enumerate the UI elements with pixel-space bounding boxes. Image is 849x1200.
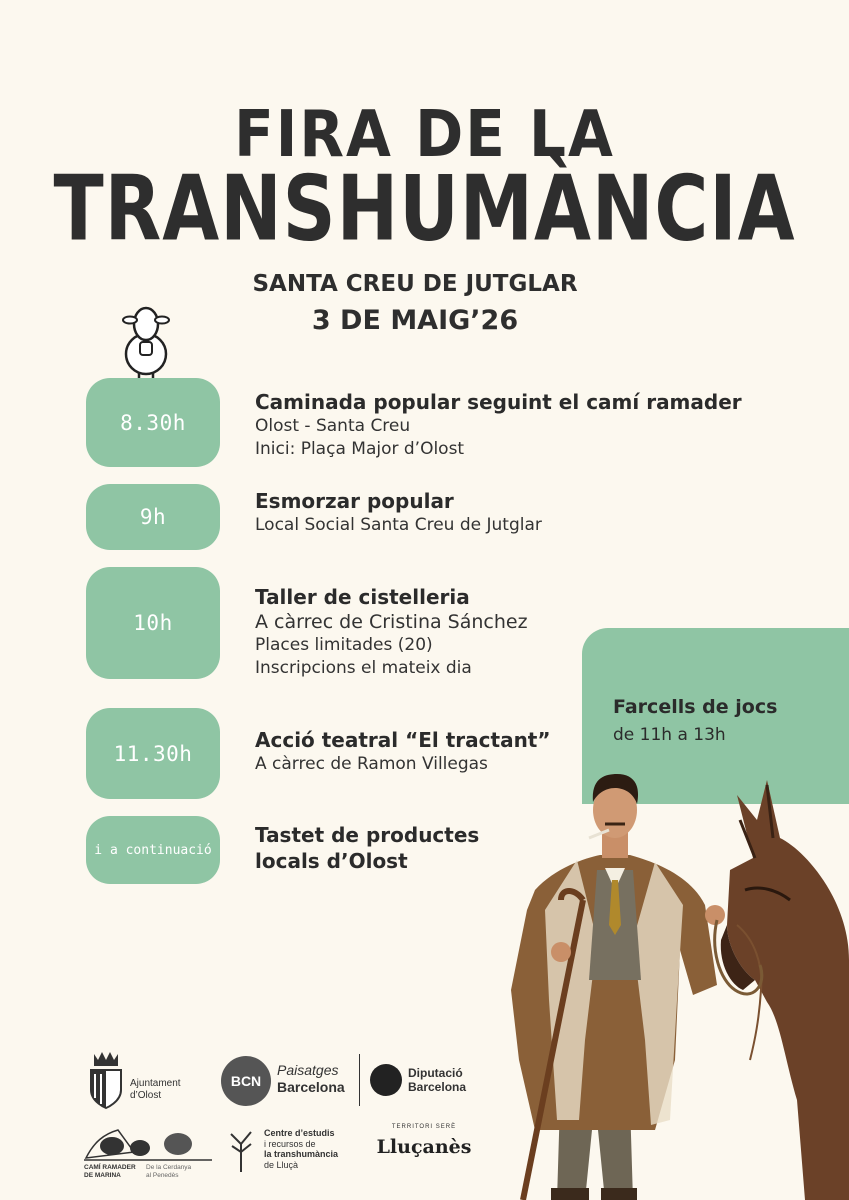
diputacio-line-2: Barcelona <box>408 1080 467 1094</box>
centre-line-1: Centre d’estudis <box>264 1128 335 1138</box>
coat-of-arms-icon <box>86 1050 126 1110</box>
ajuntament-logo <box>86 1050 186 1110</box>
event-4-line-1: A càrrec de Ramon Villegas <box>255 754 488 774</box>
tree-figure-icon <box>226 1128 256 1172</box>
ajuntament-line-1: Ajuntament <box>130 1078 181 1089</box>
event-3-line-2: Places limitades (20) <box>255 635 433 655</box>
event-5-line-1: locals d’Olost <box>255 849 408 873</box>
cami-ramader-logo <box>84 1122 212 1184</box>
event-3-line-3: Inscripcions el mateix dia <box>255 658 472 678</box>
ajuntament-line-2: d’Olost <box>130 1090 162 1101</box>
event-1-title: Caminada popular seguint el camí ramader <box>255 390 742 414</box>
logo-divider <box>359 1054 360 1106</box>
title-line-1: FIRA DE LA <box>234 96 615 172</box>
llucanes-logo <box>372 1124 476 1174</box>
diputacio-logo <box>370 1064 480 1098</box>
llucanes-wordmark: Lluçanès <box>376 1136 472 1158</box>
paisatges-line-2: Barcelona <box>277 1079 345 1095</box>
centre-line-2: i recursos de <box>264 1138 316 1149</box>
bcn-badge: BCN <box>221 1056 271 1106</box>
event-2-line-1: Local Social Santa Creu de Jutglar <box>255 515 542 535</box>
games-title: Farcells de jocs <box>613 696 778 718</box>
cami-line-2: DE MARINA <box>84 1172 121 1179</box>
paisatges-line-1: Paisatges <box>277 1062 339 1078</box>
sheep-herd-icon <box>84 1122 212 1162</box>
event-4-title: Acció teatral “El tractant” <box>255 728 551 752</box>
cami-sub-1: De la Cerdanya <box>146 1164 192 1171</box>
shepherd-mule-illustration <box>505 740 849 1200</box>
cami-line-1: CAMÍ RAMADER <box>84 1164 136 1171</box>
title-line-2: TRANSHUMÀNCIA <box>53 156 796 261</box>
cami-sub-2: al Penedès <box>146 1172 179 1179</box>
territori-sere: TERRITORI SERÈ <box>391 1124 457 1130</box>
event-1-line-1: Olost - Santa Creu <box>255 416 411 436</box>
time-pill-5: i a continuació <box>86 816 220 884</box>
centre-line-4: de Lluçà <box>264 1159 299 1170</box>
event-1-line-2: Inici: Plaça Major d’Olost <box>255 439 465 459</box>
event-place: SANTA CREU DE JUTGLAR <box>252 271 578 297</box>
event-3-line-1: A càrrec de Cristina Sánchez <box>255 611 528 633</box>
centre-estudis-logo <box>226 1128 356 1178</box>
event-1 <box>255 389 755 461</box>
sheep-icon <box>118 302 174 378</box>
paisatges-logo <box>221 1056 361 1106</box>
event-2 <box>255 488 755 537</box>
event-3-title: Taller de cistelleria <box>255 585 470 609</box>
event-date: 3 DE MAIG’26 <box>311 305 519 336</box>
event-5-title: Tastet de productes <box>255 823 480 847</box>
diputacio-line-1: Diputació <box>408 1066 463 1080</box>
time-pill-2: 9h <box>86 484 220 550</box>
time-pill-1: 8.30h <box>86 378 220 467</box>
games-time: de 11h a 13h <box>613 725 726 745</box>
time-pill-4: 11.30h <box>86 708 220 799</box>
diputacio-emblem-icon <box>370 1064 402 1096</box>
time-pill-3: 10h <box>86 567 220 679</box>
centre-line-3: la transhumància <box>264 1149 339 1159</box>
event-2-title: Esmorzar popular <box>255 489 454 513</box>
